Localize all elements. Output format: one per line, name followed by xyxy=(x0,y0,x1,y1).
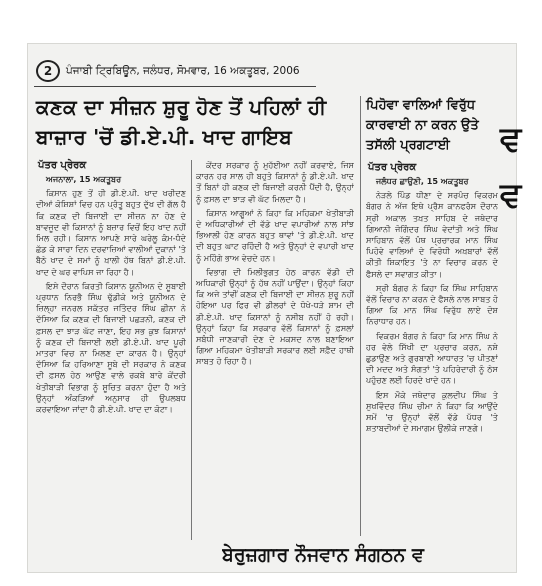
edge-glyph: ਵ xyxy=(500,119,522,159)
main-col2-paragraph: ਕਿਸਾਨ ਆਗੂਆਂ ਨੇ ਕਿਹਾ ਕਿ ਮਹਿਕਮਾ ਖੇਤੀਬਾੜੀ ਦੇ ਅਧਿਕਾਰੀਆਂ ਦੀ ਵੱਡੇ ਖਾਦ ਵਪਾਰੀਆਂ ਨਾਲ ਸਾਂਝ ਭਿਆਲੀ ਹੋਣ ਕਾਰਨ ਬਹੁਤ ਥਾਵਾਂ 'ਤੇ ਡੀ.ਏ.ਪੀ. ਖਾਦ ਦੀ ਬਹੁਤ ਘਾਟ ਰਹਿੰਦੀ ਹੈ ਅਤੇ ਉਨ੍ਹਾਂ ਦੇ ਵਪਾਰੀ ਖਾਦ ਨੂੰ ਮਹਿੰਗੇ ਭਾਅ ਵੇਚਦੇ ਹਨ। xyxy=(196,207,354,263)
column-divider xyxy=(191,160,192,540)
main-col1-paragraph: ਇਸੇ ਦੌਰਾਨ ਕਿਰਤੀ ਕਿਸਾਨ ਯੂਨੀਅਨ ਦੇ ਸੂਬਾਈ ਪ੍ਰਧਾਨ ਨਿਰਭੈ ਸਿੰਘ ਢੁੱਡੀਕੇ ਅਤੇ ਯੂਨੀਅਨ ਦੇ ਜ਼ਿਲ੍ਹਾ ਜਨਰਲ ਸਕੱਤਰ ਜਤਿੰਦਰ ਸਿੰਘ ਛੀਨਾ ਨੇ ਦੱਸਿਆ ਕਿ ਕਣਕ ਦੀ ਬਿਜਾਈ ਪਛੜਨੀ, ਕਣਕ ਦੀ ਫ਼ਸਲ ਦਾ ਝਾੜ ਘੱਟ ਜਾਣਾ, ਇਹ ਸਭ ਕੁਝ ਕਿਸਾਨਾਂ ਨੂੰ ਕਣਕ ਦੀ ਬਿਜਾਈ ਲਈ ਡੀ.ਏ.ਪੀ. ਖਾਦ ਪੂਰੀ ਮਾਤਰਾ ਵਿਚ ਨਾ ਮਿਲਣ ਦਾ ਕਾਰਨ ਹੈ। ਉਨ੍ਹਾਂ ਦੱਸਿਆ ਕਿ ਹਰਿਆਣਾ ਸੂਬੇ ਦੀ ਸਰਕਾਰ ਨੇ ਕਣਕ ਦੀ ਫ਼ਸਲ ਹੇਠ ਆਉਣ ਵਾਲੇ ਰਕਬੇ ਬਾਰੇ ਕੇਂਦਰੀ ਖੇਤੀਬਾੜੀ ਵਿਭਾਗ ਨੂੰ ਸੂਚਿਤ ਕਰਨਾ ਹੁੰਦਾ ਹੈ ਅਤੇ ਉਨ੍ਹਾਂ ਅੰਕੜਿਆਂ ਅਨੁਸਾਰ ਹੀ ਉਪਲਬਧ ਕਰਵਾਇਆ ਜਾਂਦਾ ਹੈ ਡੀ.ਏ.ਪੀ. ਖਾਦ ਦਾ ਕੋਟਾ। xyxy=(36,280,186,415)
main-column-1 xyxy=(36,174,186,576)
main-byline: ਪੱਤਰ ਪ੍ਰੇਰਕ xyxy=(38,160,87,171)
main-col2-paragraph: ਵਿਭਾਗ ਦੀ ਮਿਲੀਭੁਗਤ ਹੇਠ ਕਾਰਨ ਵੱਡੀ ਦੀ ਅਧਿਕਾਰੀ ਉਨ੍ਹਾਂ ਨੂੰ ਹੱਥ ਨਹੀਂ ਪਾਉਂਦਾ। ਉਨ੍ਹਾਂ ਕਿਹਾ ਕਿ ਅਜੇ ਤਾਂਵੀਂ ਕਣਕ ਦੀ ਬਿਜਾਈ ਦਾ ਸੀਜ਼ਨ ਸ਼ੁਰੂ ਨਹੀਂ ਹੋਇਆ ਪਰ ਫਿਰ ਵੀ ਡੀਲਰਾਂ ਦੇ ਧੋਖੇ-ਧੜੇ ਸ਼ਾਮ ਦੀ ਡੀ.ਏ.ਪੀ. ਖਾਦ ਕਿਸਾਨਾਂ ਨੂੰ ਨਸੀਬ ਨਹੀਂ ਹੋ ਰਹੀ। ਉਨ੍ਹਾਂ ਕਿਹਾ ਕਿ ਸਰਕਾਰ ਵੱਲੋਂ ਕਿਸਾਨਾਂ ਨੂੰ ਫ਼ਸਲਾਂ ਸਬੰਧੀ ਜਾਣਕਾਰੀ ਦੇਣ ਦੇ ਮਕਸਦ ਨਾਲ ਬਣਾਇਆ ਗਿਆ ਮਹਿਕਮਾ ਖੇਤੀਬਾੜੀ ਸਰਕਾਰ ਲਈ ਸਫ਼ੈਦ ਹਾਥੀ ਸਾਬਤ ਹੋ ਰਿਹਾ ਹੈ। xyxy=(196,266,354,367)
column-divider xyxy=(360,96,361,536)
side-paragraph: ਨੇੜਲੇ ਪਿੰਡ ਧੀਣਾ ਦੇ ਸਰਪੰਚ ਵਿਕਰਮ ਬੰਗਰ ਨੇ ਅੱਜ ਇਥੇ ਪ੍ਰੈਸ ਕਾਨਫਰੰਸ ਦੌਰਾਨ ਸ੍ਰੀ ਅਕਾਲ ਤਖ਼ਤ ਸਾਹਿਬ ਦੇ ਜਥੇਦਾਰ ਗਿਆਨੀ ਜੋਗਿੰਦਰ ਸਿੰਘ ਵੇਦਾਂਤੀ ਅਤੇ ਸਿੰਘ ਸਾਹਿਬਾਨ ਵੱਲੋਂ ਪੰਥ ਪ੍ਰਚਾਰਕ ਮਾਨ ਸਿੰਘ ਪਿਹੋਵੇ ਵਾਲਿਆਂ ਦੇ ਵਿਰੋਧੀ ਅਖ਼ਬਾਰਾਂ ਵੱਲੋਂ ਕੀਤੀ ਸ਼ਿਕਾਇਤ 'ਤੇ ਨਾ ਵਿਚਾਰ ਕਰਨ ਦੇ ਫੈਸਲੇ ਦਾ ਸਵਾਗਤ ਕੀਤਾ। xyxy=(366,190,498,279)
side-paragraph: ਵਿਕਰਮ ਬੰਗਰ ਨੇ ਕਿਹਾ ਕਿ ਮਾਨ ਸਿੰਘ ਨੇ ਹਰ ਵੇਲੇ ਸਿੱਖੀ ਦਾ ਪ੍ਰਚਾਰ ਕਰਨ, ਨਸ਼ੇ ਛੁਡਾਉਣ ਅਤੇ ਗੁਰਬਾਣੀ ਆਧਾਰਤ 'ਚ ਪੀਤਣਾਂ ਦੀ ਮਦਦ ਅਤੇ ਸੰਗਤਾਂ 'ਤੇ ਪਹਿਰੇਦਾਰੀ ਨੂੰ ਠੇਸ ਪਹੁੰਚਣ ਲਈ ਹਿਰਦੇ ਖਾਦੇ ਹਨ। xyxy=(366,330,498,386)
main-headline-line-1: ਕਣਕ ਦਾ ਸੀਜ਼ਨ ਸ਼ੁਰੂ ਹੋਣ ਤੋਂ ਪਹਿਲਾਂ ਹੀ xyxy=(36,95,327,119)
edge-glyph: ਵ xyxy=(500,175,522,215)
page-number: 2 xyxy=(36,60,60,82)
masthead-rule xyxy=(34,86,316,87)
side-paragraph: ਇਸ ਮੌਕੇ ਜਥੇਦਾਰ ਕੁਲਦੀਪ ਸਿੰਘ ਤੇ ਸੁਖਵਿੰਦਰ ਸਿੰਘ ਚੀਮਾ ਨੇ ਕਿਹਾ ਕਿ ਆਉਂਦੇ ਸਮੇਂ 'ਚ ਉਨ੍ਹਾਂ ਵੱਲੋਂ ਵੱਡੇ ਪੱਧਰ 'ਤੇ ਸ਼ਤਾਬਦੀਆਂ ਦੇ ਸਮਾਗਮ ਉਲੀਕੇ ਜਾਣਗੇ। xyxy=(366,389,498,434)
masthead xyxy=(36,60,336,82)
main-headline-line-2: ਬਾਜ਼ਾਰ 'ਚੋਂ ਡੀ.ਏ.ਪੀ. ਖਾਦ ਗਾਇਬ xyxy=(36,125,292,149)
main-column-2 xyxy=(196,160,354,536)
side-column xyxy=(366,176,498,536)
side-byline: ਪੱਤਰ ਪ੍ਰੇਰਕ xyxy=(368,162,417,173)
main-col1-paragraph: ਕਿਸਾਨ ਹੁਣ ਤੋਂ ਹੀ ਡੀ.ਏ.ਪੀ. ਖਾਦ ਖਰੀਦਣ ਦੀਆਂ ਕੋਸ਼ਿਸ਼ਾਂ ਵਿਚ ਹਨ ਪ੍ਰੰਤੂ ਬਹੁਤ ਦੁੱਖ ਦੀ ਗੱਲ ਹੈ ਕਿ ਕਣਕ ਦੀ ਬਿਜਾਈ ਦਾ ਸੀਜ਼ਨ ਨਾ ਹੋਣ ਦੇ ਬਾਵਜੂਦ ਵੀ ਕਿਸਾਨਾਂ ਨੂੰ ਬਜ਼ਾਰ ਵਿਚੋਂ ਇਹ ਖਾਦ ਨਹੀਂ ਮਿਲ ਰਹੀ। ਕਿਸਾਨ ਆਪਣੇ ਸਾਰੇ ਘਰੇਲੂ ਕੰਮ-ਧੰਦੇ ਛੱਡ ਕੇ ਸਾਰਾ ਦਿਨ ਦਰਵਾਜ਼ਿਆਂ ਵਾਲੀਆਂ ਦੁਕਾਨਾਂ 'ਤੇ ਬੈਠੇ ਖਾਦ ਦੇ ਸਮਾਂ ਨੂੰ ਖ਼ਾਲੀ ਹੱਥ ਬਿਨਾਂ ਡੀ.ਏ.ਪੀ. ਖਾਦ ਦੇ ਘਰ ਵਾਪਿਸ ਜਾ ਰਿਹਾ ਹੈ। xyxy=(36,188,186,277)
footer-headline: ਬੇਰੁਜ਼ਗਾਰ ਨੌਜਵਾਨ ਸੰਗਠਨ ਵ xyxy=(222,544,424,566)
main-col2-paragraph: ਕੇਂਦਰ ਸਰਕਾਰ ਨੂੰ ਮੁਹੱਈਆ ਨਹੀਂ ਕਰਵਾਏ, ਜਿਸ ਕਾਰਨ ਹਰ ਸਾਲ ਹੀ ਬਹੁਤੇ ਕਿਸਾਨਾਂ ਨੂੰ ਡੀ.ਏ.ਪੀ. ਖਾਦ ਤੋਂ ਬਿਨਾਂ ਹੀ ਕਣਕ ਦੀ ਬਿਜਾਈ ਕਰਨੀ ਪੈਂਦੀ ਹੈ, ਉਨ੍ਹਾਂ ਨੂੰ ਫ਼ਸਲ ਦਾ ਝਾੜ ਵੀ ਘੱਟ ਮਿਲਦਾ ਹੈ। xyxy=(196,160,354,204)
masthead-text: ਪੰਜਾਬੀ ਟ੍ਰਿਬਿਊਨ, ਜਲੰਧਰ, ਸੋਮਵਾਰ, 16 ਅਕਤੂਬਰ, 2006 xyxy=(66,64,300,77)
main-headline xyxy=(36,92,354,152)
main-dateline: ਅਜਨਾਲਾ, 15 ਅਕਤੂਬਰ xyxy=(46,174,122,184)
side-paragraph: ਸ੍ਰੀ ਬੰਗਰ ਨੇ ਕਿਹਾ ਕਿ ਸਿੰਘ ਸਾਹਿਬਾਨ ਵੱਲੋਂ ਵਿਚਾਰ ਨਾ ਕਰਨ ਦੇ ਫੈਸਲੇ ਨਾਲ ਸਾਬਤ ਹੋ ਗਿਆ ਕਿ ਮਾਨ ਸਿੰਘ ਵਿਰੁੱਧ ਲਾਏ ਦੋਸ਼ ਨਿਰਾਧਾਰ ਹਨ। xyxy=(366,282,498,327)
side-dateline: ਜਲੰਧਰ ਛਾਉਣੀ, 15 ਅਕਤੂਬਰ xyxy=(376,176,469,186)
side-headline: ਪਿਹੋਵਾ ਵਾਲਿਆਂ ਵਿਰੁੱਧ ਕਾਰਵਾਈ ਨਾ ਕਰਨ ਉਤੇ ਤਸੱਲੀ ਪ੍ਰਗਟਾਈ xyxy=(366,98,479,153)
